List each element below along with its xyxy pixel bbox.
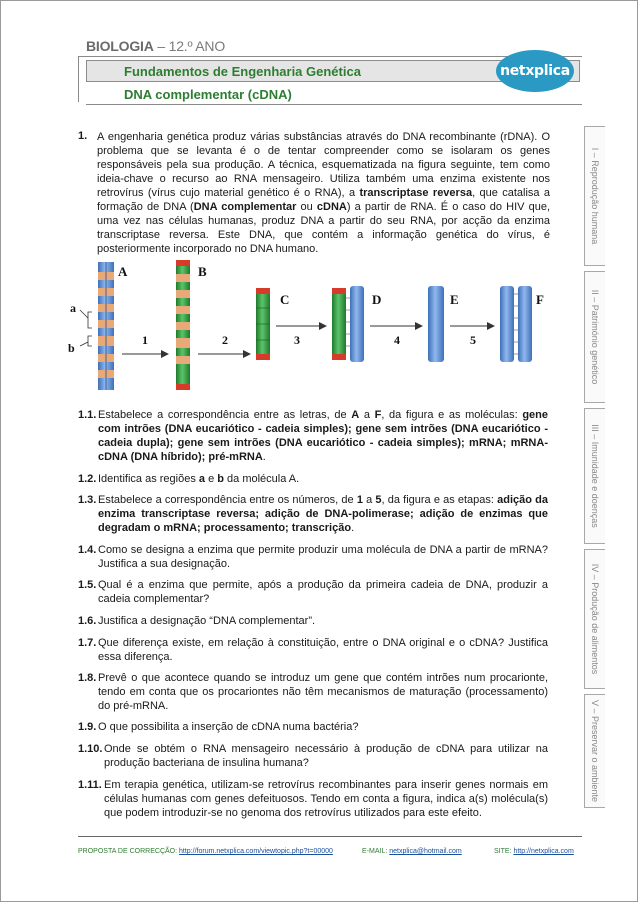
subquestion-1-9: 1.9. O que possibilita a inserção de cDNA numa bactéria? [78, 721, 359, 733]
question-number: 1. [78, 130, 88, 142]
step-2: 2 [222, 333, 228, 347]
molecule-A [98, 262, 114, 390]
region-a: a [70, 301, 76, 315]
bracket-b [88, 336, 92, 346]
subquestion-1-5: 1.5. Qual é a enzima que permite, após a produção da primeira cadeia de DNA, produzir a cadeia complementar? [78, 579, 548, 605]
tab-imunidade[interactable]: III – Imunidade e doenças [584, 408, 605, 544]
step-1: 1 [142, 333, 148, 347]
subquestion-1-3: 1.3. Estabelece a correspondência entre os números, de 1 a 5, da figura e as etapas: adição da enzima transcriptase reversa; adição de DNA-polimerase; adição de enzimas que degradam o mRNA; processamento; transcrição. [78, 494, 548, 534]
subquestion-1-6: 1.6. Justifica a designação “DNA complementar”. [78, 615, 316, 627]
subquestion-1-8: 1.8. Prevê o que acontece quando se introduz um gene que contém intrões num procarionte, tendo em conta que os procariontes não têm mecanismos de maturação (processamento) do pré-mRNA. [78, 672, 548, 712]
tab-alimentos[interactable]: IV – Produção de alimentos [584, 549, 605, 689]
footer-email: E-MAIL: netxplica@hotmail.com [362, 848, 462, 855]
subtitle-rule [86, 104, 582, 105]
tab-reproducao[interactable]: I – Reprodução humana [584, 126, 605, 266]
subquestion-1-2: 1.2. Identifica as regiões a e b da molécula A. [78, 473, 300, 485]
molecule-B [176, 260, 190, 390]
email-link[interactable]: netxplica@hotmail.com [389, 848, 462, 855]
footer-proposal: PROPOSTA DE CORRECÇÃO: http://forum.netxplica.com/viewtopic.php?t=00000 [78, 848, 333, 855]
footer-rule [78, 836, 582, 837]
subject-header: BIOLOGIA – 12.º ANO [86, 38, 226, 54]
footer-site: SITE: http://netxplica.com [494, 848, 574, 855]
subquestion-1-11: 1.11. Em terapia genética, utilizam-se retrovírus recombinantes para inserir genes normais em células humanas com genes defeituosos. Tendo em conta a figura, indica a(s) molécula(s) que podem introduzir-se no genoma dos retrovírus utilizados para este efeito. [78, 779, 548, 819]
header-rule-left [78, 56, 79, 102]
page-title: Fundamentos de Engenharia Genética [124, 64, 361, 79]
region-b: b [68, 341, 75, 355]
tab-ambiente[interactable]: V – Preservar o ambiente [584, 694, 605, 808]
step-5: 5 [470, 333, 476, 347]
cdna-figure [54, 250, 544, 392]
molecule-D [332, 286, 364, 362]
label-E: E [450, 292, 459, 307]
label-F: F [536, 292, 544, 307]
site-link[interactable]: http://netxplica.com [513, 848, 574, 855]
molecule-F [500, 286, 532, 362]
subquestion-1-4: 1.4. Como se designa a enzima que permite produzir uma molécula de DNA a partir de mRNA? Justifica a sua designação. [78, 544, 548, 570]
bracket-a [88, 312, 92, 328]
molecule-C [256, 288, 270, 360]
subquestion-1-1: 1.1. Estabelece a correspondência entre as letras, de A a F, da figura e as moléculas: gene com intrões (DNA eucariótico - cadeia simples); gene sem intrões (DNA eucariótico - cadeia dupla); gene sem intrões (DNA eucariótico - cadeia simples); mRNA; mRNA-cDNA (DNA híbrido); pré-mRNA. [78, 409, 548, 463]
page-subtitle: DNA complementar (cDNA) [124, 87, 292, 102]
proposal-link[interactable]: http://forum.netxplica.com/viewtopic.php?t=00000 [179, 848, 333, 855]
label-C: C [280, 292, 290, 307]
label-D: D [372, 292, 382, 307]
subquestion-1-7: 1.7. Que diferença existe, em relação à constituição, entre o DNA original e o cDNA? Justifica essa diferença. [78, 637, 548, 663]
question-intro: A engenharia genética produz várias substâncias através do DNA recombinante (rDNA). O problema que se levanta é o de tentar compreender como se isolaram os genes responsáveis pela sua produção. A técnica, esquematizada na figura seguinte, tem como ideia-chave o recurso ao RNA mensageiro. Utiliza também uma enzima existente nos retrovírus (vírus cujo material genético é o RNA), a transcriptase reversa, que catalisa a formação de DNA (DNA complementar ou cDNA) a partir de RNA. É o caso do HIV que, uma vez nas células humanas, produz DNA a partir do seu RNA, por acção da enzima transcriptase reversa. Este DNA, que contém a informação genética do vírus, é posteriormente incorporado no DNA humano. [97, 131, 550, 255]
netxplica-logo: netxplica [496, 50, 574, 92]
label-A: A [118, 264, 128, 279]
molecule-E [428, 286, 444, 362]
subquestion-1-10: 1.10. Onde se obtém o RNA mensageiro necessário à produção de cDNA para utilizar na produção bacteriana de insulina humana? [78, 743, 548, 769]
tab-patrimonio[interactable]: II – Património genético [584, 271, 605, 403]
step-4: 4 [394, 333, 400, 347]
step-3: 3 [294, 333, 300, 347]
label-B: B [198, 264, 207, 279]
